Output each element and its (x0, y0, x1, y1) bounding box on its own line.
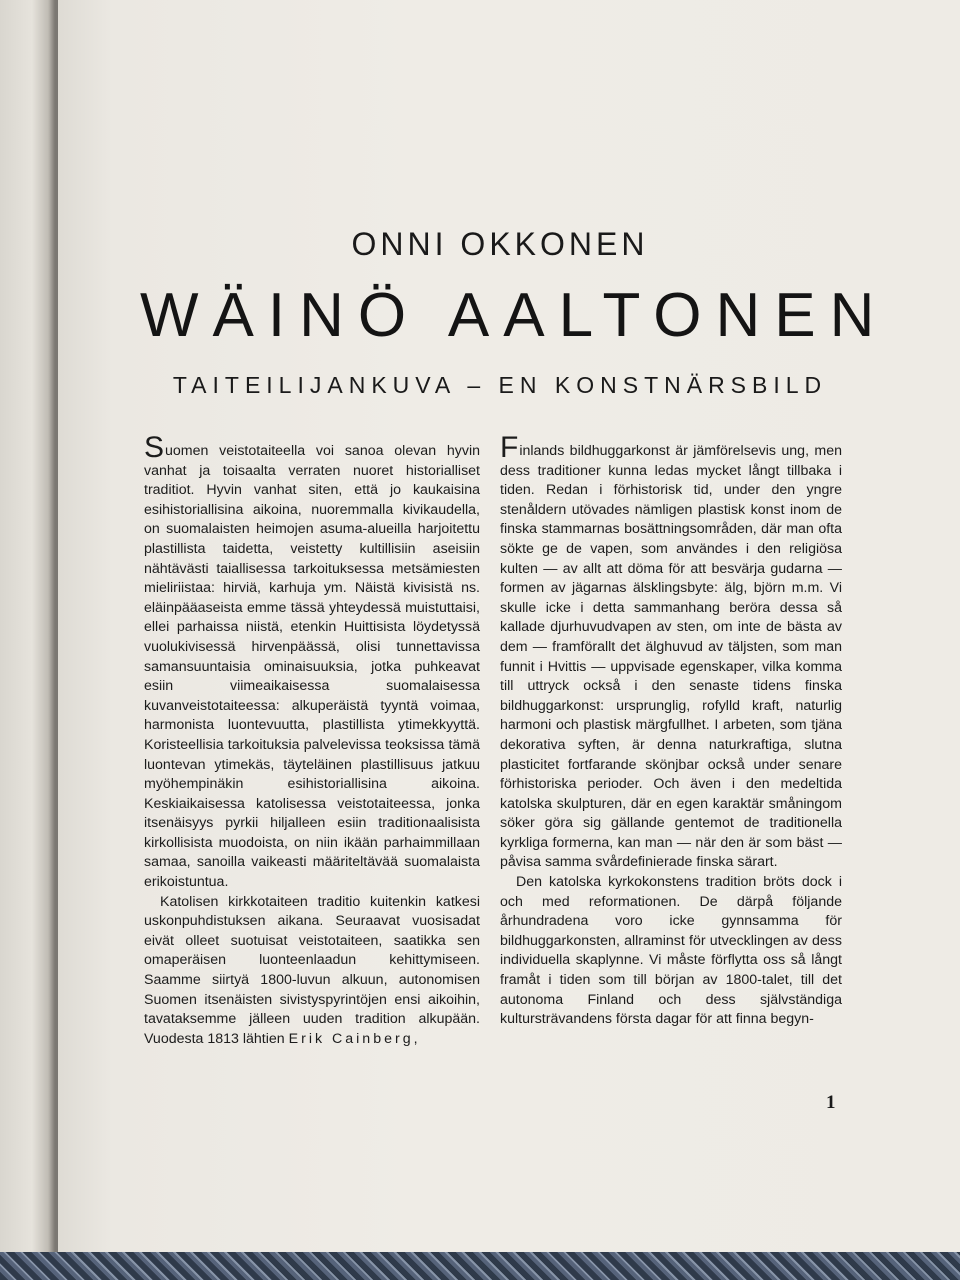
finnish-spaced-name: Erik Cainberg, (288, 1030, 421, 1047)
article-subtitle: TAITEILIJANKUVA – EN KONSTNÄRSBILD (172, 372, 828, 398)
author-name: ONNI OKKONEN (351, 226, 649, 262)
finnish-column (144, 431, 480, 1049)
finnish-paragraph-2 (144, 893, 480, 1050)
tablecloth-background (0, 1252, 960, 1280)
swedish-paragraph-2: Den katolska kyrkokonstens tradition bröts dock i och med reformationen. De därpå följande århundradena voro icke gynnsamma för bildhuggarkonsten, allraminst för utvecklingen av dess individuella skaplynne. Vi måste förflytta oss så långt framåt i tiden som till början av 1800-talet, till det autonoma Finland och dess självständiga kultursträvandens första dagar för att finna begyn- (500, 874, 842, 1028)
swedish-paragraph-1-text: inlands bildhuggarkonst är jämförelsevis ung, men dess traditioner kunna ledas mycket långt tillbaka i tiden. Redan i förhistorisk tid, under den yngre stenåldern utövades nämligen plastisk konst inom de finska stammarnas bosättningsområden, där man ofta sökte ge de vapen, som användes i den religiösa kulten — av allt att döma för att besvärja gudarna — formen av jägarnas älsklingsbyte: älg, björn m.m. Vi skulle icke i detta sammanhang beröra dessa så kallade djurhuvudvapen av sten, om inte de bästa av dem — framförallt det älghuvud av täljsten, som man funnit i Hvittis — uppvisade egenskaper, vilka komma till uttryck också i den senaste tidens finska bildhuggarkonst: ursprunglig, rofylld kraft, naturlig harmoni och plastisk märgfullhet. I arbeten, som tjäna dekorativa syften, är denna naturkraftiga, slutna plasticitet fortfarande skönjbar också under senare förhistoriska perioder. Och även i den medeltida katolska skulpturen, där en egen karaktär småningom söker göra sig gällande gentemot de traditionella kyrkliga formerna, kan man — när den är som bäst — påvisa samma svårdefinierade finska särart. (500, 443, 842, 871)
finnish-paragraph-2-text: Katolisen kirkkotaiteen traditio kuitenkin katkesi uskonpuhdistuksen aikana. Seuraavat vuosisadat eivät olleet suotuisat veistotaiteen, saatikka sen omaperäisen luonteenlaadun kehittymiseen. Saamme siirtyä 1800-luvun alkuun, autonomisen Suomen itsenäisten sivistyspyrintöjen ensi aikoihin, tavataksemme jälleen uuden tradition alkupään. Vuodesta 1813 lähtien (144, 893, 480, 1047)
article-title: WÄINÖ AALTONEN (140, 281, 889, 350)
finnish-drop-cap: S (144, 431, 165, 464)
page-number: 1 (826, 1092, 836, 1113)
finnish-paragraph-1 (144, 431, 480, 893)
swedish-column (500, 431, 842, 1030)
swedish-paragraph-1 (500, 431, 842, 873)
swedish-drop-cap: F (500, 431, 519, 464)
finnish-paragraph-1-text: uomen veistotaiteella voi sanoa olevan hyvin vanhat ja toisaalta verraten nuoret historialliset traditiot. Hyvin vanhat siten, että jo kaukaisina esihistoriallisina aikoina, nuoremmalla kivikaudella, on suomalaisten heimojen asuma-alueilla harjoitettu plastillista taidetta, veistetty kultillisiin aseisiin nähtävästi taiallisessa tarkoituksessa metsämiesten mieliriistaa: hirviä, karhuja ym. Näistä kivisistä ns. eläinpääaseista emme tässä yhteydessä muistuttaisi, ellei parhaissa niistä, etenkin Huittisista löydetyssä vuolukivisessä hirvenpäässä, olisi tunnettavissa samansuuntaisia ominaisuuksia, jotka puhkeavat esiin viimeaikaisessa suomalaisessa kuvanveistotaiteessa: alkuperäistä tyyntä voimaa, harmonista luontevuutta, plastillista ytimekkyyttä. Koristeellisia tarkoituksia palvelevissa teoksissa tämä luontevan ytimekäs, täyteläinen plastillisuus jatkuu myöhempinäkin esihistoriallisina aikoina. Keskiaikaisessa katolisessa veistotaiteessa, jonka itsenäisyys pyrkii hiljalleen esiin traditionaalisista kirkollisista muodoista, on niin ikään parhaimmillaan samaa, sanoilla vaikeasti määriteltävää suomalaista erikoistuntua. (144, 443, 480, 891)
